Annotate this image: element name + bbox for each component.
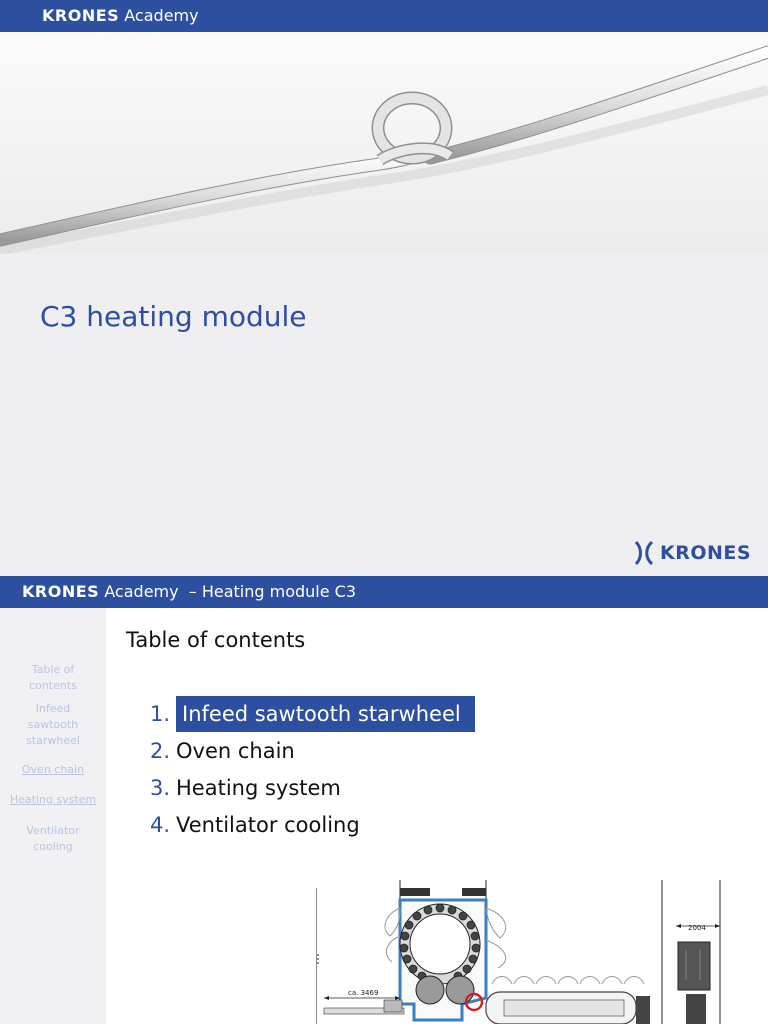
heating-module-drawing: [316, 880, 736, 1024]
toc-number: 4.: [150, 813, 171, 837]
toc-number: 3.: [150, 776, 171, 800]
brand-suffix: Academy: [124, 6, 199, 25]
toc-label: Oven chain: [176, 739, 295, 763]
sidebar-nav: [0, 608, 106, 1024]
toc-label: Infeed sawtooth starwheel: [176, 696, 475, 732]
krones-logo: [634, 540, 751, 566]
dim-right-label: 2004: [688, 924, 706, 932]
toc-label: Ventilator cooling: [176, 813, 360, 837]
toc-item-4[interactable]: [150, 807, 360, 843]
toc-number: 2.: [150, 739, 171, 763]
krones-logo-mark-icon: [634, 540, 654, 566]
toc-item-3[interactable]: [150, 770, 341, 806]
rope-knot-photo: [0, 32, 768, 254]
contents-slide: [0, 576, 768, 1024]
toc-number: 1.: [150, 702, 171, 726]
sidebar-item-infeed-sawtooth-starwheel[interactable]: Infeed sawtooth starwheel: [26, 702, 80, 747]
top-header-bar: [0, 0, 768, 32]
toc-item-2[interactable]: [150, 733, 295, 769]
logo-text: KRONES: [660, 542, 752, 564]
dim-left-label: ca. 3469: [348, 989, 379, 997]
slide-title: C3 heating module: [40, 300, 307, 333]
brand-name: KRONES: [42, 6, 120, 25]
brand-name: KRONES: [22, 582, 100, 601]
toc-item-1[interactable]: [150, 696, 475, 732]
sidebar-item-heating-system[interactable]: Heating system: [9, 793, 97, 806]
slide-header-bar: [0, 576, 768, 608]
sidebar-item-ventilator-cooling[interactable]: Ventilator cooling: [26, 824, 80, 853]
rope-knot-illustration: [0, 32, 768, 254]
header-subtitle: Academy – Heating module C3: [104, 582, 357, 601]
toc-label: Heating system: [176, 776, 341, 800]
sidebar-item-oven-chain[interactable]: Oven chain: [21, 763, 85, 776]
sidebar-item-table-of-contents[interactable]: Table of contents: [29, 663, 77, 692]
toc-heading: Table of contents: [126, 628, 306, 652]
